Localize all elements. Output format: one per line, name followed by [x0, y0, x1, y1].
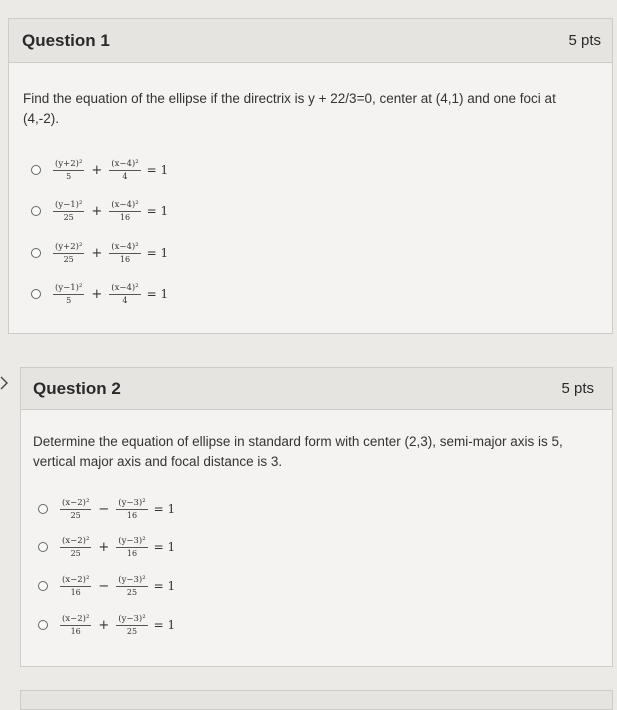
question-1-card [8, 18, 613, 334]
equation: $\frac{\text{(y−1)²}}{25}$ + $\frac{\text{(x−4)²}}{16}$ = 1 [55, 200, 169, 222]
equation: $\frac{\text{(x−2)²}}{16}$ + $\frac{\text{(y−3)²}}{25}$ = 1 [62, 614, 176, 636]
equation: $\frac{\text{(y−1)²}}{5}$ + $\frac{\text{(x−4)²}}{4}$ = 1 [55, 283, 169, 305]
question-2-prompt: Determine the equation of ellipse in standard form with center (2,3), semi-major axis is 5, vertical major axis and focal distance is 3. [33, 434, 563, 469]
question-3-card-edge [20, 690, 613, 710]
question-2-points: 5 pts [561, 380, 594, 397]
radio-button[interactable] [38, 620, 48, 630]
question-1-prompt: Find the equation of the ellipse if the directrix is y + 22/3=0, center at (4,1) and one foci at (4,-2). [23, 91, 556, 126]
equation: $\frac{\text{(x−2)²}}{25}$ + $\frac{\text{(y−3)²}}{16}$ = 1 [62, 536, 176, 558]
radio-button[interactable] [31, 289, 41, 299]
radio-button[interactable] [31, 165, 41, 175]
radio-button[interactable] [38, 542, 48, 552]
question-2-card [20, 367, 613, 667]
equation: $\frac{\text{(x−2)²}}{25}$ − $\frac{\text{(y−3)²}}{16}$ = 1 [62, 498, 176, 520]
q1-option-1[interactable] [31, 159, 168, 181]
q2-option-3[interactable] [38, 575, 175, 597]
q2-option-4[interactable] [38, 614, 175, 636]
radio-button[interactable] [38, 581, 48, 591]
question-1-points: 5 pts [568, 32, 601, 49]
question-1-header [9, 19, 612, 63]
equation: $\frac{\text{(y+2)²}}{5}$ + $\frac{\text{(x−4)²}}{4}$ = 1 [55, 159, 169, 181]
question-2-title: Question 2 [33, 378, 121, 398]
equation: $\frac{\text{(x−2)²}}{16}$ − $\frac{\text{(y−3)²}}{25}$ = 1 [62, 575, 176, 597]
question-2-header [21, 368, 612, 410]
radio-button[interactable] [31, 248, 41, 258]
q2-option-1[interactable] [38, 498, 175, 520]
radio-button[interactable] [31, 206, 41, 216]
equation: $\frac{\text{(y+2)²}}{25}$ + $\frac{\text{(x−4)²}}{16}$ = 1 [55, 242, 169, 264]
question-1-title: Question 1 [22, 30, 110, 50]
q1-option-3[interactable] [31, 242, 168, 264]
q1-option-4[interactable] [31, 283, 168, 305]
radio-button[interactable] [38, 504, 48, 514]
q2-option-2[interactable] [38, 536, 175, 558]
chevron-right-icon[interactable] [0, 376, 8, 393]
q1-option-2[interactable] [31, 200, 168, 222]
